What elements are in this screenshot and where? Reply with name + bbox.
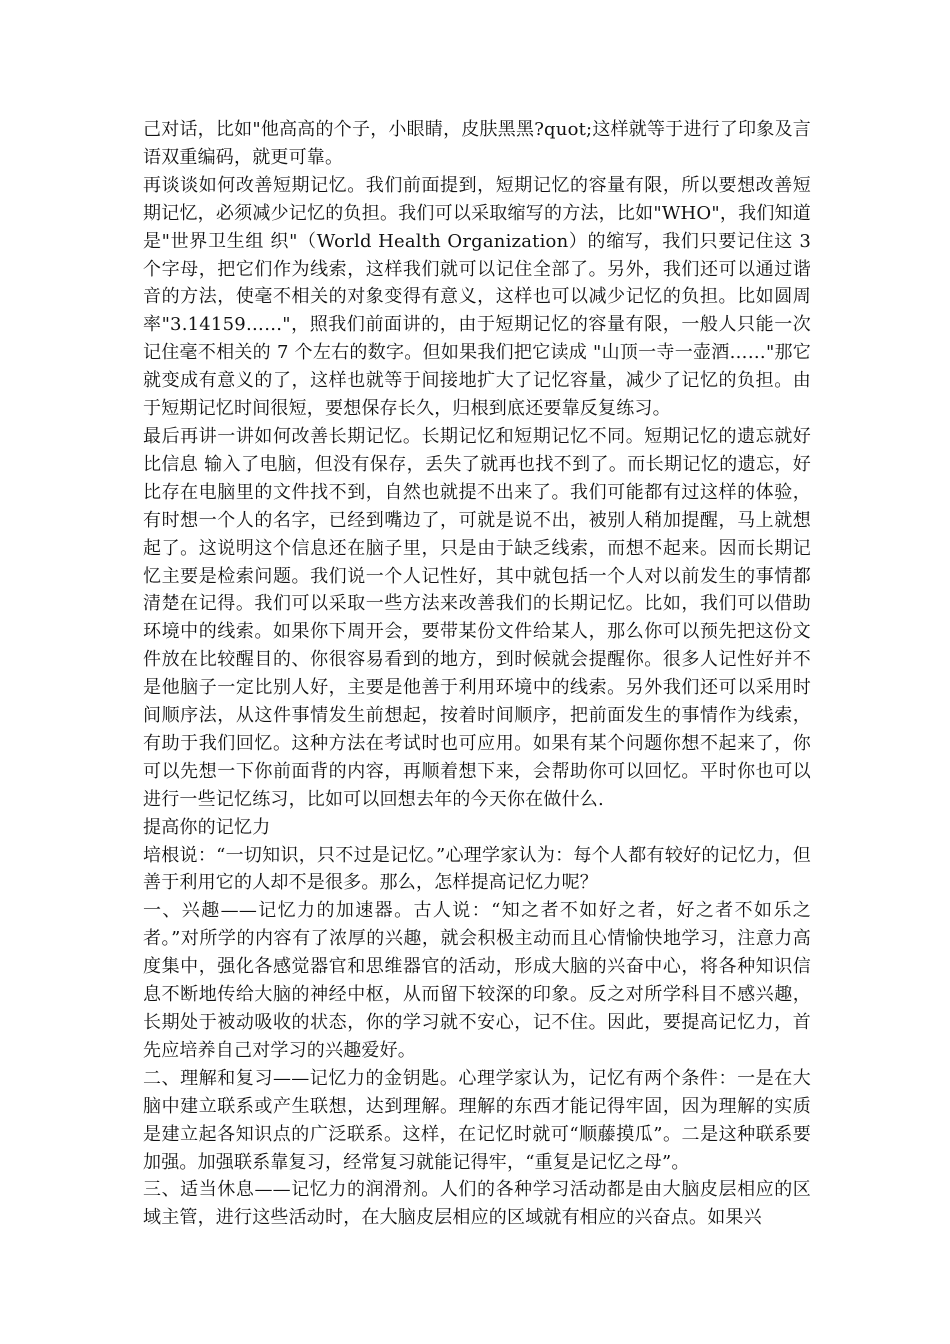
document-body — [143, 116, 811, 1232]
paragraph-long-term-memory: 最后再讲一讲如何改善长期记忆。长期记忆和短期记忆不同。短期记忆的遗忘就好比信息 输入了电脑，但没有保存，丢失了就再也找不到了。而长期记忆的遗忘，好比存在电脑里的文件找不到，自然也就提不出来了。我们可能都有过这样的体验，有时想一个人的名字，已经到嘴边了，可就是说不出，被别人稍加提醒，马上就想起了。这说明这个信息还在脑子里，只是由于缺乏线索，而想不起来。因而长期记忆主要是检索问题。我们说一个人记性好，其中就包括一个人对以前发生的事情都清楚在记得。我们可以采取一些方法来改善我们的长期记忆。比如，我们可以借助环境中的线索。如果你下周开会，要带某份文件给某人，那么你可以预先把这份文件放在比较醒目的、你很容易看到的地方，到时候就会提醒你。很多人记性好并不是他脑子一定比别人好，主要是他善于利用环境中的线索。另外我们还可以采用时间顺序法，从这件事情发生前想起，按着时间顺序，把前面发生的事情作为线索，有助于我们回忆。这种方法在考试时也可应用。如果有某个问题你想不起来了，你可以先想一下你前面背的内容，再顺着想下来，会帮助你可以回忆。平时你也可以进行一些记忆练习，比如可以回想去年的今天你在做什么. — [143, 425, 811, 810]
section-heading: 提高你的记忆力 — [143, 816, 271, 838]
paragraph-understanding-review: 二、理解和复习——记忆力的金钥匙。心理学家认为，记忆有两个条件：一是在大脑中建立联系或产生联想，达到理解。理解的东西才能记得牢固，因为理解的实质是建立起各知识点的广泛联系。这样，在记忆时就可“顺藤摸瓜”。二是这种联系要加强。加强联系靠复习，经常复习就能记得牢，“重复是记忆之母”。 — [143, 1067, 811, 1173]
paragraph-bacon-quote: 培根说：“一切知识，只不过是记忆。”心理学家认为：每个人都有较好的记忆力，但善于利用它的人却不是很多。那么，怎样提高记忆力呢？ — [143, 844, 811, 894]
paragraph-short-term-memory: 再谈谈如何改善短期记忆。我们前面提到，短期记忆的容量有限，所以要想改善短期记忆，必须减少记忆的负担。我们可以采取缩写的方法，比如"WHO"，我们知道是"世界卫生组 织"（World Health Organization）的缩写，我们只要记住这 3 个字母，把它们作为线索，这样我们就可以记住全部了。另外，我们还可以通过谐音的方法，使毫不相关的对象变得有意义，这样也可以减少记忆的负担。比如圆周率"3.14159……"，照我们前面讲的，由于短期记忆的容量有限，一般人只能一次记住毫不相关的 7 个左右的数字。但如果我们把它读成 "山顶一寺一壶酒……"那它就变成有意义的了，这样也就等于间接地扩大了记忆容量，减少了记忆的负担。由于短期记忆时间很短，要想保存长久，归根到底还要靠反复练习。 — [143, 174, 811, 420]
paragraph-dual-encoding: 己对话，比如"他高高的个子，小眼睛，皮肤黑黑?quot;这样就等于进行了印象及言语双重编码，就更可靠。 — [143, 119, 811, 168]
paragraph-rest: 三、适当休息——记忆力的润滑剂。人们的各种学习活动都是由大脑皮层相应的区域主管，进行这些活动时，在大脑皮层相应的区域就有相应的兴奋点。如果兴 — [143, 1179, 811, 1229]
paragraph-interest: 一、兴趣——记忆力的加速器。古人说：“知之者不如好之者，好之者不如乐之者。”对所学的内容有了浓厚的兴趣，就会积极主动而且心情愉快地学习，注意力高度集中，强化各感觉器官和思维器官的活动，形成大脑的兴奋中心，将各种知识信息不断地传给大脑的神经中枢，从而留下较深的印象。反之对所学科目不感兴趣，长期处于被动吸收的状态，你的学习就不安心，记不住。因此，要提高记忆力，首先应培养自己对学习的兴趣爱好。 — [143, 900, 811, 1061]
